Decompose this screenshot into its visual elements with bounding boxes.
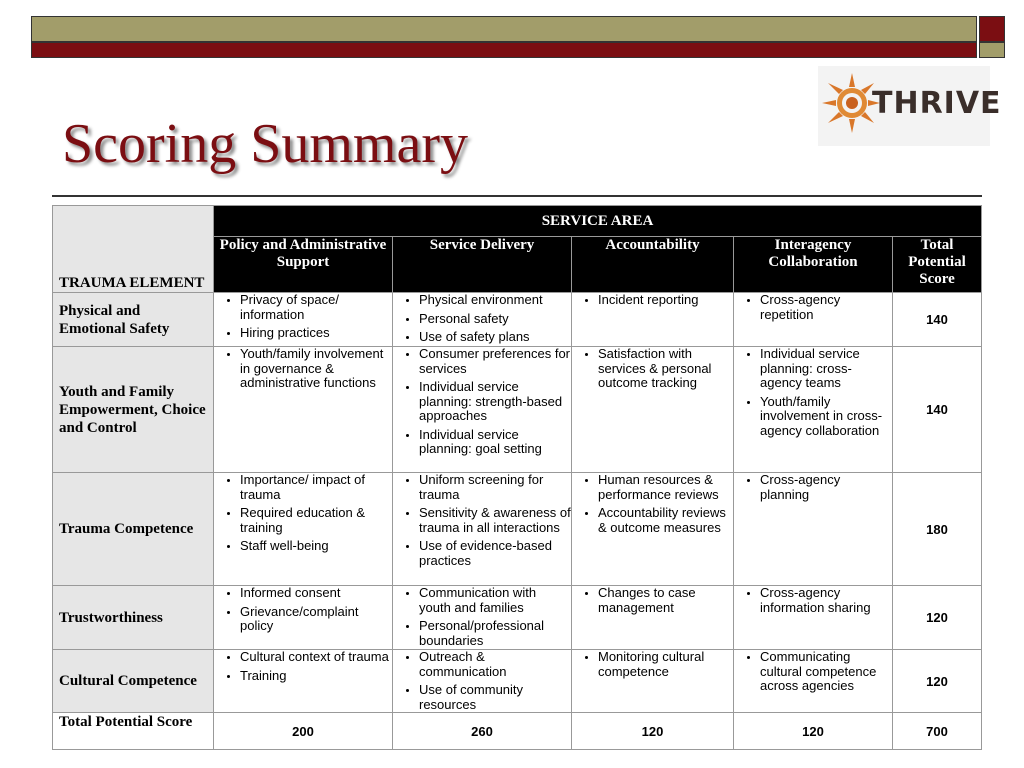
criteria-cell [214,473,393,586]
trauma-element-name: Physical and Emotional Safety [53,293,214,347]
list-item: • Incident reporting [598,293,733,308]
criteria-list [734,650,892,694]
list-item: • Privacy of space/ information [240,293,392,322]
criteria-list [214,650,392,683]
criteria-cell [393,650,572,713]
criteria-cell [572,473,734,586]
list-item: • Importance/ impact of trauma [240,473,392,502]
list-item: • Staff well-being [240,539,392,554]
criteria-cell [393,293,572,347]
thrive-logo [818,66,1002,146]
criteria-list [393,473,571,568]
criteria-cell [214,650,393,713]
table-row [53,650,982,713]
decorative-header-bar [31,16,1005,58]
olive-square [979,42,1005,58]
criteria-cell [572,650,734,713]
criteria-cell [214,347,393,473]
scoring-table [52,205,982,750]
list-item: • Personal safety [419,312,571,327]
list-item: • Accountability reviews & outcome measures [598,506,733,535]
criteria-list [572,650,733,679]
trauma-element-name: Cultural Competence [53,650,214,713]
criteria-list [572,347,733,391]
column-header: Policy and Administrative Support [214,237,393,293]
criteria-cell [734,347,893,473]
row-score: 180 [893,473,982,586]
criteria-list [572,586,733,615]
criteria-cell [734,650,893,713]
list-item: • Cross-agency planning [760,473,892,502]
list-item: • Use of evidence-based practices [419,539,571,568]
row-score: 140 [893,293,982,347]
trauma-element-name: Trustworthiness [53,586,214,650]
criteria-cell [734,293,893,347]
criteria-list [572,473,733,535]
criteria-list [393,293,571,345]
criteria-list [393,650,571,712]
criteria-cell [572,293,734,347]
list-item: • Communication with youth and families [419,586,571,615]
row-score: 120 [893,586,982,650]
list-item: • Satisfaction with services & personal outcome tracking [598,347,733,391]
list-item: • Changes to case management [598,586,733,615]
list-item: • Individual service planning: strength-based approaches [419,380,571,424]
column-header: Accountability [572,237,734,293]
criteria-cell [393,473,572,586]
criteria-cell [214,293,393,347]
list-item: • Cultural context of trauma [240,650,392,665]
list-item: • Training [240,669,392,684]
list-item: • Youth/family involvement in governance & administrative functions [240,347,392,391]
service-area-header: SERVICE AREA [214,206,982,237]
table-row [53,586,982,650]
table-row [53,347,982,473]
list-item: • Personal/professional boundaries [419,619,571,648]
row-score: 140 [893,347,982,473]
criteria-list [393,586,571,648]
list-item: • Individual service planning: goal setting [419,428,571,457]
criteria-cell [214,586,393,650]
criteria-cell [393,347,572,473]
list-item: • Hiring practices [240,326,392,341]
total-value: 700 [893,713,982,750]
criteria-list [734,473,892,502]
trauma-element-name: Youth and Family Empowerment, Choice and Control [53,347,214,473]
criteria-list [214,293,392,341]
list-item: • Use of community resources [419,683,571,712]
table-row [53,473,982,586]
criteria-list [214,586,392,634]
total-value: 120 [572,713,734,750]
olive-band [31,16,977,42]
criteria-list [214,347,392,391]
trauma-element-header-cell [53,206,214,293]
criteria-list [734,586,892,615]
criteria-list [393,347,571,457]
list-item: • Use of safety plans [419,330,571,345]
totals-row [53,713,982,750]
page-title: Scoring Summary [62,113,468,175]
logo-wordmark: THRIVE [872,86,1002,121]
list-item: • Informed consent [240,586,392,601]
list-item: • Youth/family involvement in cross-agency collaboration [760,395,892,439]
row-score: 120 [893,650,982,713]
trauma-element-label: TRAUMA ELEMENT [59,275,205,291]
list-item: • Required education & training [240,506,392,535]
list-item: • Consumer preferences for services [419,347,571,376]
criteria-list [734,293,892,322]
criteria-cell [734,586,893,650]
list-item: • Cross-agency repetition [760,293,892,322]
criteria-list [734,347,892,438]
list-item: • Outreach & communication [419,650,571,679]
criteria-cell [734,473,893,586]
criteria-list [572,293,733,308]
list-item: • Cross-agency information sharing [760,586,892,615]
title-divider [52,195,982,197]
total-value: 120 [734,713,893,750]
criteria-cell [393,586,572,650]
column-header: Service Delivery [393,237,572,293]
trauma-element-name: Trauma Competence [53,473,214,586]
list-item: • Uniform screening for trauma [419,473,571,502]
list-item: • Grievance/complaint policy [240,605,392,634]
criteria-list [214,473,392,554]
table-row [53,293,982,347]
maroon-square [979,16,1005,42]
list-item: • Physical environment [419,293,571,308]
criteria-cell [572,586,734,650]
maroon-band [31,42,977,58]
table-body [53,293,982,713]
column-header: Total Potential Score [893,237,982,293]
list-item: • Human resources & performance reviews [598,473,733,502]
list-item: • Communicating cultural competence across agencies [760,650,892,694]
totals-label: Total Potential Score [53,713,214,750]
list-item: • Individual service planning: cross-agency teams [760,347,892,391]
total-value: 260 [393,713,572,750]
list-item: • Monitoring cultural competence [598,650,733,679]
total-value: 200 [214,713,393,750]
criteria-cell [572,347,734,473]
column-header: Interagency Collaboration [734,237,893,293]
list-item: • Sensitivity & awareness of trauma in all interactions [419,506,571,535]
